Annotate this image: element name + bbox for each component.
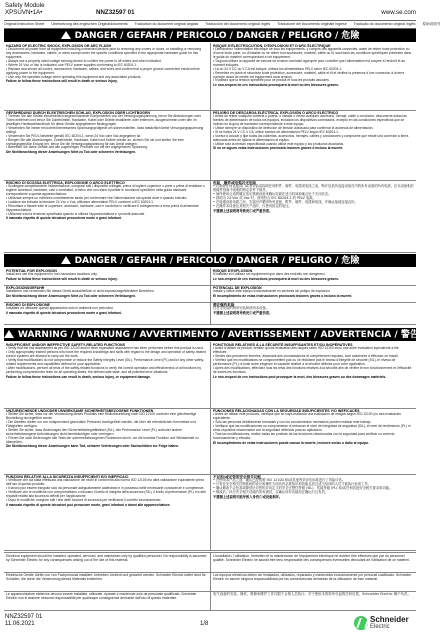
language-bar	[4, 20, 441, 29]
hazard-heading: HAZARD OF ELECTRIC SHOCK, EXPLOSION OR ARC FLASH	[6, 44, 112, 48]
hazard-heading: FUNCIONES RELACIONADAS CON LA SEGURIDAD INSUFICIENTES Y/O INEFICACES	[213, 409, 360, 413]
hazard-heading: 不足和/或无效的安全相关功能	[213, 475, 262, 479]
hazard-consequence: Die Nichtbeachtung dieser Anweisungen führt zu Tod oder schweren Verletzungen.	[6, 150, 137, 155]
hazard-heading: FONCTIONS RELATIVES À LA SÉCURITÉ INSUFFISANTES ET/OU INOPÉRATIVES	[213, 343, 353, 347]
hazard-consequence: Il mancato rispetto di queste istruzioni provocherà morte o gravi infortuni.	[6, 216, 123, 221]
hazard-body: • Antes de retirar cualquier cubierta o puerta, o instalar o retirar cualquier accesorio, herraje, cable o conductor, desconecte todas las fuentes de alimentación de todos los equipos, incluidos los dispositivos conectados, excepto en las condiciones específicas que se indican en la guía de hardware correspondiente a este equipo. • Utilice siempre un dispositivo de detección de tensión adecuado para confirmar la ausencia de alimentación. • Si se indica 24 V CC o CA, utilice fuentes de alimentación PELV según IEC 60204-1. • Vuelva a colocar y fijar todas las cubiertas, accesorios, herrajes, cables y conductores y compruebe que existe una conexión a tierra adecuada antes de aplicar la alimentación al equipo. • Utilice sólo la tensión especificada cuando utilice este equipo y los productos asociados.	[213, 114, 409, 146]
column-divider	[210, 268, 211, 324]
product-reference: XPSUVN•1A•	[5, 9, 43, 16]
qualified-personnel-notice: Le apparecchiature elettriche devono essere installate, utilizzate, riparate e mantenute solo da personale qualificato. Schneider Electric non si assume nessuna responsabilità per qualunque conseguenza derivante dall'uso di questo materiale.	[6, 592, 197, 600]
hazard-body: • Verify that the risk assessment as per ISO 12100 and/or other equivalent assessment has been performed before this product is used. • Only appropriately trained persons who have the required knowledge and skills with regard to the design and operation of safety-related control systems are allowed to carry out the work. • Verify that modifications do not compromise or reduce the Safety Integrity Level (SIL), Performance Level (PL) and/or any other safety-related requirements and capabilities defined for your application. • After modifications, perform all tests of the safety-related functions to verify the correct operation and effectiveness of all functions by performing comprehensive tests for all operating states, the defined safe state, and all potential error situations.	[6, 346, 206, 374]
qualified-personnel-notice: Elektrische Geräte dürfen nur von Fachpersonal installiert, betrieben, bedient und gewartet werden. Schneider Electric haftet nicht für Schäden, die durch die Verwendung dieses Materials entstehen.	[6, 573, 206, 581]
safety-message-cell	[4, 180, 209, 252]
website-link[interactable]: www.se.com	[381, 9, 416, 16]
row-divider	[4, 324, 416, 325]
hazard-body: Install and use this equipment in non-hazardous locations only.	[6, 272, 98, 277]
hazard-consequence: Die Nichtbeachtung dieser Anweisungen kann Tod, schwere Verletzungen oder Sachschäden zur Folge haben.	[6, 444, 179, 449]
hazard-body: • Trennen Sie alle Geräte einschließlich angeschlossener Komponenten von der Versorgungsspannung, bevor Sie Abdeckungen oder Türen entfernen und bevor Sie Zubehörteile, Hardware, Kabel oder Drähte installieren oder entfernen, ausgenommen unter den im jeweiligen Hardwarehandbuch für diese Geräte angegebenen Bedingungen. • Verwenden Sie immer ein korrekt bemessenes Spannungsprüfgerät um sicherzustellen, dass tatsächlich keine Versorgungsspannung anliegt. • Verwenden Sie PELV-Netzteile gemäß IEC 60204-1, wenn 24 Vdc oder Vac angegeben ist. • Bringen Sie alle Abdeckungen, Zubehörteile, Hardware, Kabel und Drähte wieder an, sichern Sie sie und stellen Sie eine ordnungsgemäße Erdung her, bevor Sie die Versorgungsspannung für das Gerät anlegen. • Betreiben Sie diese Geräte und alle zugehörigen Produkte nur mit der angegebenen Spannung.	[6, 114, 204, 150]
hazard-body: Installieren und verwenden Sie dieses Gerät ausschließlich in nicht-explosionsgefährdeten Bereichen.	[6, 289, 155, 294]
safety-message-cell	[4, 43, 209, 110]
hazard-heading: EXPLOSIONSGEFAHR	[6, 286, 45, 290]
qualified-personnel-notice: Los equipos eléctricos deben ser instalados, utilizados, reparados y mantenidos exclusivamente por personal cualificado. Schneider Electric no asume ninguna responsabilidad por las consecuencias derivadas de la utilización de este material.	[213, 573, 412, 581]
hazard-body: • Stellen Sie sicher, dass vor der Verwendung dieses Produkts eine Risikobeurteilung nach ISO 12100 und/oder eine gleichwertige Beurteilung durchgeführt wurde. • Die Arbeiten dürfen nur von entsprechend geschulten Personen durchgeführt werden, die über die erforderlichen Kenntnisse und Fähigkeiten verfügen. • Stellen Sie sicher, dass Änderungen den Sicherheitsintegritätslevel (SIL), den Performance Level (PL) und/oder andere sicherheitsbezogene Anforderungen nicht beeinträchtigen oder verringern. • Führen Sie nach Änderungen alle Tests der sicherheitsbezogenen Funktionen durch, um die korrekte Funktion und Wirksamkeit zu überprüfen.	[6, 412, 199, 444]
hazard-consequence: Le non-respect de ces instructions provoquera la mort ou des blessures graves.	[213, 277, 339, 282]
warning-banner-3: WARNING / WARNUNG / AVVERTIMENTO / AVERTISSEMENT / ADVERTENCIA / 警告	[4, 328, 416, 341]
warning-triangle-icon	[61, 256, 71, 264]
language-label: Traduction du document original anglais	[134, 22, 199, 26]
schneider-electric-logo	[354, 615, 414, 635]
hazard-heading: 危险，爆炸或电弧闪光危险	[213, 181, 257, 185]
hazard-consequence: 不遵循上述说明将导致死亡或严重伤害。	[213, 311, 273, 316]
safety-message-cell	[211, 302, 416, 324]
safety-message-cell	[211, 474, 416, 550]
bottom-date: 11.06.2021	[5, 621, 35, 627]
safety-message-cell	[4, 474, 209, 550]
language-label: Traduzione del documento originale inglese	[277, 22, 347, 26]
language-label: Übersetzung des englischen Originaldokuments	[51, 22, 128, 26]
hazard-heading: 潜在爆炸危险	[213, 303, 235, 307]
warning-triangle-icon	[61, 31, 71, 39]
hazard-consequence: Failure to follow these instructions will result in death or serious injury.	[6, 79, 118, 84]
hazard-heading: RISQUE D'EXPLOSION	[213, 269, 253, 273]
safety-message-cell	[4, 110, 209, 180]
hazard-body: N'installez et n'utilisez cet équipement que dans des endroits non dangereux.	[213, 272, 326, 277]
hazard-consequence: Failure to follow these instructions can result in death, serious injury, or equipment damage.	[6, 374, 151, 379]
safety-message-cell	[4, 302, 209, 324]
brand-name: Schneider	[370, 615, 409, 624]
hazard-heading: UNZUREICHENDE UND/ODER UNWIRKSAME SICHERHEITSBEZOGENE FUNKTIONEN	[6, 409, 154, 413]
hazard-heading: GEFÄHRDUNG DURCH ELEKTRISCHEN SCHLAG, EXPLOSION ODER LICHTBOGEN	[6, 111, 150, 115]
hazard-consequence: Le non-respect de ces instructions peut provoquer la mort, des blessures graves ou des dommages matériels.	[213, 374, 387, 379]
safety-message-cell	[4, 342, 209, 408]
hazard-heading: RISQUE D'ÉLECTROCUTION, D'EXPLOSION ET D'ARC ÉLECTRIQUE	[213, 44, 331, 48]
hazard-heading: RISCHIO DI ESPLOSIONE	[6, 303, 50, 307]
hazard-body: • Scollegare completamente l'alimentazione, compresi tutti i dispositivi collegati, prima di togliere coperture o porte o prima di installare o togliere accessori, hardware, cavi o conduttori, a meno che non siano riportate le condizioni specifiche nella guida hardware corrispondente a questa apparecchiatura. • Utilizzare sempre un voltmetro correttamente tarato per confermare che l'alimentazione sia spenta dove e quando indicato. • Laddove sia indicata la tensione 24 Vcc o Vca, utilizzare alimentatori PELV conformi a IEC 60204-1. • Rimontare e fissare tutte le coperture, accessori, hardware, cavi e conduttori e verificare il collegamento a terra prima di alimentare l'apparecchiatura. • Utilizzare solo la tensione specificata quando si utilizza l'apparecchiatura e i prodotti associati.	[6, 184, 205, 216]
danger-banner-2: DANGER / GEFAHR / PERICOLO / DANGER / PELIGRO / 危險	[4, 254, 416, 267]
safety-message-cell	[211, 285, 416, 302]
qualified-personnel-notice: Electrical equipment should be installed, operated, serviced, and maintained only by qualified personnel. No responsibility is assumed by Schneider Electric for any consequences arising out of the use of this material.	[6, 554, 207, 562]
document-number: NNZ32597 01	[96, 9, 135, 16]
hazard-consequence: Si no se siguen estas instrucciones provocará lesiones graves o incluso la muerte.	[213, 146, 344, 151]
hazard-consequence: El incumplimiento de estas instrucciones provocará lesiones graves o incluso la muerte.	[213, 294, 353, 299]
hazard-heading: RISCHIO DI SCOSSA ELETTRICA, ESPLOSIONE O ARCO ELETTRICO	[6, 181, 125, 185]
hazard-body: 仅在无危险的场所安装和使用本设备。	[213, 306, 270, 311]
schneider-logo-icon	[354, 616, 368, 630]
product-title: Safety Module	[5, 2, 45, 9]
hazard-heading: POTENTIAL FOR EXPLOSION	[6, 269, 57, 273]
safety-message-cell	[211, 180, 416, 252]
hazard-consequence: Il mancato rispetto di queste istruzioni provocherà morte o gravi infortuni.	[6, 311, 123, 316]
row-divider	[4, 610, 416, 611]
hazard-body: Instale y utilice este equipo exclusivamente en sectores sin peligro de explosión.	[213, 289, 331, 294]
hazard-body: • Antes de utilizar este producto, verifique que se haya realizado una evaluación de riesgos según ISO 12100 y/u otra evaluación equivalente. • Sólo las personas debidamente formadas y con los conocimientos necesarios pueden realizar este trabajo. • Verifique que las modificaciones no comprometan ni reduzcan el nivel de integridad de seguridad (SIL), el nivel de rendimiento (PL) ni otros requisitos relacionados con la seguridad definidos para su aplicación. • Tras las modificaciones, realice todas las pruebas de las funciones relacionadas con la seguridad para verificar su correcto funcionamiento y eficacia.	[213, 412, 411, 440]
hazard-body: • 在使用本产品之前，确认已经按照 ISO 12100 和/或其他等效评估标准进行了风险评估。 • 只有在安全相关控制系统的设计和操作方面具有必要知识和技能且经过适当培训的人员才能执行此项工作。 • 确认修改不会危害或降低针对您的应用定义的安全完整性等级 (SIL)、性能等级 (PL) 和/或任何其他安全相关要求和功能。 • 修改后，执行安全相关功能的所有测试，以确认所有功能均正确运行且有效。	[213, 478, 393, 494]
hazard-consequence: 不遵循上述说明可能导致人身伤亡或设备损坏。	[213, 494, 283, 499]
hazard-heading: PELIGRO DE DESCARGA ELÉCTRICA, EXPLOSIÓN O ARCO ELÉCTRICO	[213, 111, 339, 115]
column-divider	[210, 342, 211, 550]
safety-message-cell	[211, 268, 416, 285]
column-divider	[210, 553, 211, 610]
qualified-personnel-notice: L'installation, l'utilisation, l'entretien et la maintenance de l'équipement électrique ne doivent être effectués que par du personnel qualifié. Schneider Electric ne saurait être tenu responsable des conséquences éventuelles découlant de l'utilisation de ce matériel.	[213, 554, 410, 562]
hazard-body: • Débranchez l'alimentation électrique de tous les équipements, y compris des appareils connectés, avant de retirer toute protection ou d'ouvrir toute porte, ou d'installer ou de retirer tout accessoire, matériel, câble ou fil, sauf dans les conditions spécifiques précisées dans le guide du matériel correspondant à cet équipement. • Toujours utiliser un appareil de mesure de tension nominale approprié pour contrôler que l'alimentation est coupée à l'endroit et au moment indiqués. • Là où 24 V CC ou V CA est indiqué, utilisez les alimentations PELV selon IEC 60204-1. • Remettez en place et sécurisez toute protection, accessoire, matériel, câble et fil et vérifiez la présence d'une connexion à la terre correcte avant de mettre cet équipement sous tension. • N'utilisez que la tension spécifiée pour ce produit et tous les produits associés.	[213, 47, 412, 83]
safety-message-cell	[211, 342, 416, 408]
hazard-body: • Avant d'utiliser ce produit, vérifiez qu'une évaluation des risques selon ISO 12100 et/ou une autre évaluation équivalente a été effectuée. • Seules des personnes formées, disposant des connaissances et compétences requises, sont autorisées à effectuer ce travail. • Vérifiez que les modifications ne compromettent pas ou ne réduisent pas le niveau d'intégrité de sécurité (SIL), le niveau de performance (PL) ni toute autre exigence et capacité relative à la sécurité définies pour votre application. • Après des modifications, effectuez tous les tests des fonctions relatives à la sécurité afin de vérifier le bon fonctionnement et l'efficacité de toutes les fonctions.	[213, 346, 412, 374]
hazard-body: Installare ed utilizzare questo apparecchio solo in ambienti non pericolosi.	[6, 306, 114, 311]
page-number: 1/8	[200, 621, 209, 627]
qualified-personnel-notice: 电气设备的安装、操作、维修和维护工作仅限于合格人员执行。对于使用本资料所引起的任何后果，Schneider Electric 概不负责。	[213, 592, 411, 596]
hazard-consequence: Die Nichtbeachtung dieser Anweisungen führt zu Tod oder schweren Verletzungen.	[6, 294, 137, 299]
brand-subname: Electric	[370, 624, 390, 630]
column-divider	[210, 43, 211, 252]
hazard-body: • Disconnect all power from all equipment including connected devices prior to removing any covers or doors, or installing or removing any accessories, hardware, cables, or wires except under the specific conditions specified in the appropriate hardware guide for this equipment. • Always use a properly rated voltage sensing device to confirm the power is off where and when indicated. • Where 24 Vdc or Vac is indicated, use PELV power supplies conforming to IEC 60204-1. • Replace and secure all covers, accessories, hardware, cables, and wires and confirm that a proper ground connection exists before applying power to the equipment. • Use only the specified voltage when operating this equipment and any associated products.	[6, 47, 202, 79]
hazard-consequence: Il mancato rispetto di queste istruzioni può provocare morte, gravi infortuni o danni alle apparecchiature.	[6, 502, 171, 507]
hazard-heading: POTENCIAL DE EXPLOSIÓN	[213, 286, 262, 290]
warning-triangle-icon	[4, 330, 14, 338]
language-label: Tradução do documento original inglês	[353, 22, 416, 26]
language-label: 原始说明书	[422, 22, 441, 26]
language-label: Traducción del documento original inglés	[205, 22, 271, 26]
language-label: Original Instruction Sheet	[4, 22, 45, 26]
hazard-consequence: El incumplimiento de estas instrucciones puede causar la muerte, lesiones serias o daño al equipo.	[213, 440, 370, 445]
hazard-consequence: Failure to follow these instructions will result in death or serious injury.	[6, 277, 118, 282]
hazard-body: • Verificare che sia stata effettuata una valutazione dei rischi in conformità alla norma ISO 12100 e/o altra valutazione equivalente prima dell'uso di questo prodotto. • Il lavoro può essere eseguito solo da personale adeguatamente addestrato e in possesso delle necessarie conoscenze e competenze. • Verificare che le modifiche non compromettano o riducano il livello di integrità della sicurezza (SIL), il livello di performance (PL) e/o altri requisiti relativi alla sicurezza definiti per l'applicazione. • Dopo le modifiche, eseguire tutti i test delle funzioni di sicurezza per verificarne il corretto funzionamento.	[6, 478, 206, 502]
product-header	[5, 2, 45, 16]
bottom-doc-number: NNZ32597 01	[5, 614, 43, 620]
safety-message-cell	[4, 268, 209, 285]
safety-message-cell	[211, 408, 416, 474]
hazard-body: • 在拆除任何盖板或门或者安装或拆除任何附件、硬件、电缆或电线之前，断开包括所连接设备在内的所有设备的所有电源，在本设备相应的硬件指南中说明的特定条件下除外。 • 始终使用合适的额定电压感测设备来确认电源在适当时间和地点处于关闭状态。 • 指明为 24 Vdc 或 Vac 时，使用符合 IEC 60204-1 的 PELV 电源。 • 在接通设备电源之前，先装回并紧固所有盖板、附件、硬件、电缆和电线，并确认接地连接良好。 • 在操作本设备及其相关产品时，仅使用指定的电压。	[213, 184, 414, 208]
document-reference-block	[5, 614, 42, 628]
safety-message-cell	[211, 110, 416, 180]
hazard-consequence: Le non-respect de ces instructions provoquera la mort ou des blessures graves.	[213, 83, 339, 88]
safety-message-cell	[211, 43, 416, 110]
hazard-consequence: 不遵循上述说明将导致死亡或严重伤害。	[213, 208, 273, 213]
hazard-heading: FUNZIONI RELATIVE ALLA SICUREZZA INSUFFICIENTI E/O INEFFICACI	[6, 475, 129, 479]
row-divider	[4, 252, 416, 253]
hazard-heading: INSUFFICIENT AND/OR INEFFECTIVE SAFETY-RELATED FUNCTIONS	[6, 343, 125, 347]
danger-banner-1: DANGER / GEFAHR / PERICOLO / DANGER / PELIGRO / 危險	[4, 29, 416, 42]
row-divider	[4, 550, 416, 551]
safety-message-cell	[4, 285, 209, 302]
safety-message-cell	[4, 408, 209, 474]
